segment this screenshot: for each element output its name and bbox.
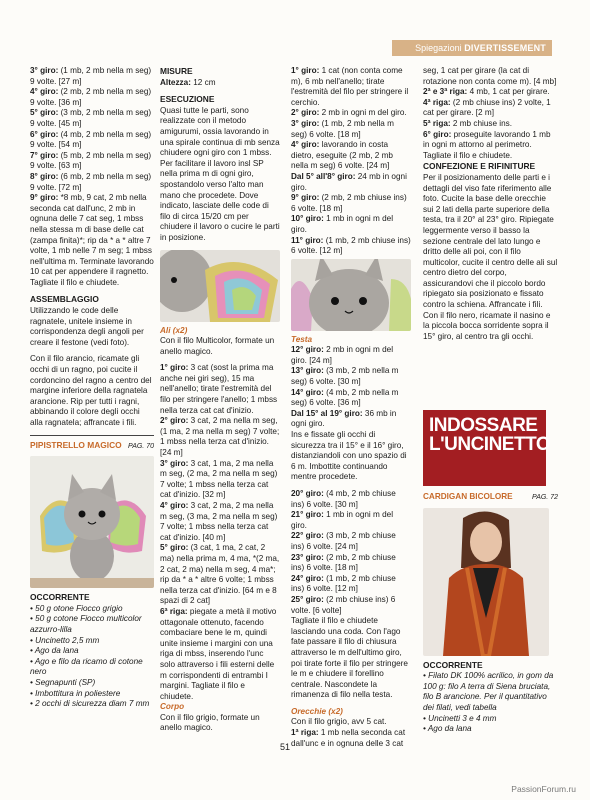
instruction-row <box>30 87 154 108</box>
row-text: (6 mb, 2 mb nella m seg) 9 volte. [72 m] <box>30 171 152 192</box>
row-text: *8 mb, 9 cat, 2 mb nella seconda cat dall'unc, 2 mb in ognuna delle 7 cat seg, 1 mbss nella stessa m di base delle cat (zampa finita)*; rip da * a * altre 7 volte, 1 mb nelle 7 m seg; 1 mbss nell'ultima m. Terminate lavorando 10 cat per appendere il ragnetto. <box>30 193 154 277</box>
row-label: 6ª riga: <box>160 606 188 616</box>
instruction-row <box>291 236 411 257</box>
row-label: 2° giro: <box>291 108 320 118</box>
needs-item: • Uncinetto 2,5 mm <box>30 635 100 645</box>
row-label: 5° giro: <box>30 108 59 118</box>
row-label: 1° giro: <box>291 66 320 75</box>
row-label: 11° giro: <box>291 235 324 245</box>
row-label: 21° giro: <box>291 510 324 520</box>
row-label: 2ª e 3ª riga: <box>423 87 468 97</box>
watermark: PassionForum.ru <box>511 784 576 794</box>
orecchie-title: Orecchie (x2) <box>291 706 343 716</box>
row-label: Dal 5° all'8° giro: <box>291 171 356 181</box>
bat-photo <box>30 456 154 588</box>
corpo-intro: Con il filo grigio, formate un anello magico. <box>160 712 260 733</box>
row-text: piegate a metà il motivo ottagonale ottenuto, facendo combaciare bene le m, quindi unite insieme i margini con una riga di mbss, inserendo l'unc solo attraverso i fili esterni delle m corrispondenti di entrambi I margini. Tagliate il filo e chiudete. <box>160 606 277 701</box>
row-label: 4° giro: <box>160 501 189 510</box>
instruction-row <box>291 172 411 193</box>
row-text: (4 mb, 2 mb nella m seg) 9 volte. [54 m] <box>30 129 152 150</box>
assembly-text: Utilizzando le code delle ragnatele, unitele insieme in corrispondenza degli angoli per creare il festone (vedi foto). <box>30 306 144 347</box>
row-text: (2 mb chiuse ins) 6 volte. [6 volte] <box>291 594 396 615</box>
instruction-row <box>291 366 411 387</box>
instruction-row <box>30 108 154 129</box>
row-text: 3 cat (sost la prima ma anche nei giri seg), 15 ma nell'anello; tirate l'estremità del filo per stringere l'anello; 1 mbss nella terza cat cat d'inizio. <box>160 363 278 415</box>
row-label: 6° giro: <box>423 129 452 139</box>
orecchie-row-text: 1 mb nella seconda cat dall'unc e in ognuna delle 3 cat <box>291 728 406 748</box>
row-text: (4 mb, 2 mb chiuse ins) 6 volte. [30 m] <box>291 489 396 509</box>
confezione-text: Per il posizionamento delle parti e i dettagli del viso fate riferimento alle foto. Cucite la base delle orecchie sui 2 lati della parte superiore della testa, tra il 20° al 23° giro. Ripiegate leggermente verso il basso la sezione centrale del lato lungo e dritto delle ali poi, con il filo multicolor, cucite il centro delle ali sul centro dietro del corpo, assicurandovi che il piccolo bordo ripiegato sia posizionato e fissato contro la schiena. Affrancate i fili. Con il filo nero, ricamate il nasino e la piccola bocca sorridente sopra il 15° giro, al centro tra gli occhi. <box>423 172 558 341</box>
confezione-title: CONFEZIONE E RIFINITURE <box>423 161 536 172</box>
row-label: 10° giro: <box>291 214 324 224</box>
row-label: 5ª riga: <box>423 118 451 128</box>
row-text: 4 mb, 1 cat per girare. <box>469 87 550 97</box>
section-header <box>392 40 552 56</box>
instruction-row <box>30 151 154 172</box>
instruction-row <box>291 119 411 140</box>
head-photo <box>291 259 411 331</box>
row-label: 24° giro: <box>291 573 324 583</box>
page-number: 51 <box>280 742 291 752</box>
instruction-row <box>291 388 411 409</box>
instruction-row <box>291 510 411 531</box>
eyes-note: Ins e fissate gli occhi di sicurezza tra il 15° e il 16° giro, distanziandoli con uno spazio di 6 m. Imbottite continuando mentre procedete. <box>291 430 407 482</box>
esecuzione-title: ESECUZIONE <box>160 94 215 105</box>
row-text: 1 mb in ogni m del giro. <box>291 214 394 234</box>
row-text: (1 mb, 2 mb nella m seg) 9 volte. [27 m] <box>30 66 152 86</box>
row-text: 3 cat, 1 ma, 2 ma nella m seg, (2 ma, 2 ma nella m seg) 7 volte; 1 mbss nella terza cat cat d'inizio. [32 m] <box>160 458 278 500</box>
row-text: lavorando in costa dietro, eseguite (2 mb, 2 mb nella m seg) 6 volte. [24 m] <box>291 140 393 171</box>
row-text: (3 mb, 2 mb nella m seg) 6 volte. [30 m] <box>291 366 399 387</box>
row-label: 4ª riga: <box>423 97 451 107</box>
row-label: 4° giro: <box>30 87 59 97</box>
row-label: 3° giro: <box>291 118 320 128</box>
instruction-row <box>423 98 558 119</box>
cardigan-photo <box>423 508 549 656</box>
assembly-text-2: Con il filo arancio, ricamate gli occhi di un ragno, poi cucite il cordoncino del ragno a centro del margine inferiore della ragnatela arancione. Rip per tutti i ragni, abbinando il colore degli occhi alla ragnatela; affrancate i fili. <box>30 354 152 427</box>
banner-line-2: L'UNCINETTO <box>429 434 551 455</box>
wing-photo <box>160 250 280 322</box>
section-title: DIVERTISSEMENT <box>464 43 546 53</box>
row-label: 13° giro: <box>291 366 324 376</box>
row-text: (1 mb, 2 mb chiuse ins) 6 volte. [12 m] <box>291 235 411 256</box>
instruction-row <box>291 531 411 552</box>
project-page: PAG. 70 <box>128 442 154 450</box>
instruction-row <box>30 193 154 278</box>
row-label: 8° giro: <box>30 171 59 181</box>
row-text: 1 cat (non conta come m), 6 mb nell'anello; tirate l'estremità del filo per stringere il cerchio. <box>291 66 409 107</box>
row-text: (2 mb, 2 mb chiuse ins) 6 volte. [18 m] <box>291 552 396 573</box>
row-label: 3° giro: <box>30 66 59 75</box>
instruction-row <box>291 553 411 574</box>
ali-intro: Con il filo Multicolor, formate un anello magico. <box>160 336 275 356</box>
orecchie-intro: Con il filo grigio, avv 5 cat. <box>291 717 387 727</box>
row-label: Dal 15° al 19° giro: <box>291 408 363 418</box>
needs-item: • Uncinetti 3 e 4 mm <box>423 713 497 723</box>
needs-item: • 2 occhi di sicurezza diam 7 mm <box>30 699 150 709</box>
row-text: (2 mb, 2 mb nella m seg) 9 volte. [36 m] <box>30 87 152 107</box>
instruction-row <box>423 87 558 98</box>
instruction-row <box>30 66 154 87</box>
row-label: 6° giro: <box>30 129 59 139</box>
row-label: 25° giro: <box>291 594 324 604</box>
needs-list <box>30 604 154 710</box>
section-label: Spiegazioni <box>415 43 462 53</box>
instruction-row <box>160 501 280 543</box>
cardigan-needs-list <box>423 671 558 735</box>
row-text: 2 mb in ogni m del giro. [24 m] <box>291 345 394 365</box>
misure-value: 12 cm <box>193 77 216 87</box>
needs-item: • Ago da lana <box>30 646 79 656</box>
needs-item: • Imbottitura in poliestere <box>30 688 121 698</box>
instruction-row <box>291 140 411 172</box>
row-text: (2 mb chiuse ins) 2 volte, 1 cat per girare. [2 m] <box>423 97 551 118</box>
row-label: 1° giro: <box>160 363 189 373</box>
needs-item: • Filato DK 100% acrilico, in gom da 100 g: filo A terra di Siena bruciata, filo B arancione. Per il quantitativo dei filati, vedi tabella <box>423 671 554 712</box>
instruction-row <box>291 345 411 366</box>
cardigan-block <box>423 492 558 735</box>
instruction-row <box>160 607 280 702</box>
row-label: 9° giro: <box>30 193 59 203</box>
misure-title: MISURE <box>160 66 193 76</box>
assembly-title: ASSEMBLAGGIO <box>30 294 99 305</box>
row-text: 3 cat, 2 ma nella m seg, (1 ma, 2 ma nella m seg) 7 volte; 1 mbss nella terza cat d'inizio. [24 m] <box>160 416 280 458</box>
needs-item: • Segnapunti (SP) <box>30 677 96 687</box>
cardigan-title: CARDIGAN BICOLORE <box>423 492 513 501</box>
row-label: 3° giro: <box>160 458 189 468</box>
column-3 <box>291 66 411 755</box>
row-label: 9° giro: <box>291 193 320 203</box>
needs-item: • 50 g otone Fiocco grigio <box>30 603 123 613</box>
instruction-row <box>160 543 280 607</box>
instruction-row <box>30 172 154 193</box>
cardigan-page: PAG. 72 <box>532 494 558 501</box>
section-banner <box>423 410 551 486</box>
row-label: 20° giro: <box>291 489 324 498</box>
cardigan-needs-title: OCCORRENTE <box>423 659 483 670</box>
row-text: (3 cat, 1 ma, 2 cat, 2 ma) nella prima m, 4 ma, *(2 ma, 2 cat, 2 ma) nella m seg, 4 ma*; rip da * a * altre 6 volte; 1 mbss nella terza cat d'inizio. [64 m e 8 spazi di 2 cat] <box>160 543 280 606</box>
row-label: 12° giro: <box>291 345 324 355</box>
ali-title: Ali (x2) <box>160 325 188 335</box>
instruction-row <box>423 130 558 162</box>
project-title: PIPISTRELLO MAGICO <box>30 439 122 450</box>
corpo-title: Corpo <box>160 702 185 712</box>
instruction-row <box>291 193 411 214</box>
cont-text: seg, 1 cat per girare (la cat di rotazione non conta come m). [4 mb] <box>423 66 557 86</box>
instruction-row <box>291 66 411 108</box>
instruction-row <box>423 119 558 130</box>
instruction-row <box>30 130 154 151</box>
row-text: (2 mb, 2 mb chiuse ins) 6 volte. [18 m] <box>291 193 407 213</box>
instruction-row <box>291 489 411 510</box>
testa-title: Testa <box>291 334 313 344</box>
row-label: 5° giro: <box>160 543 189 553</box>
row-text: (4 mb, 2 mb nella m seg) 6 volte. [36 m] <box>291 387 399 408</box>
row-text: 2 mb in ogni m del giro. <box>321 108 407 118</box>
row-text: 36 mb in ogni giro. <box>291 408 397 429</box>
needs-title: OCCORRENTE <box>30 592 90 603</box>
row-label: 22° giro: <box>291 531 324 541</box>
row-text: (1 mb, 2 mb nella m seg) 6 volte. [18 m] <box>291 118 394 139</box>
column-4 <box>423 66 558 348</box>
instruction-row <box>160 416 280 458</box>
instruction-row <box>291 574 411 595</box>
closing-text: Tagliate il filo e chiudete lasciando una coda. Con l'ago fate passare il filo di chiusura attraverso le m dell'ultimo giro, poi tirate forte il filo per stringere le m e chiudere il forellino centrale. Nascondete la rimanenza di filo nella testa. <box>291 616 408 700</box>
instruction-row <box>291 214 411 235</box>
needs-item: • 50 g cotone Fiocco multicolor azzurro-lilla <box>30 614 142 634</box>
row-label: 7° giro: <box>30 150 59 160</box>
instruction-row <box>291 409 411 430</box>
row-label: 14° giro: <box>291 387 324 397</box>
esecuzione-text: Quasi tutte le parti, sono realizzate con il metodo amigurumi, ossia lavorando in una spirale continua di mb senza chiudere ogni giro con 1 mbss. Per facilitare il lavoro insl SP nella prima m di ogni giro, spostandolo verso l'alto man mano che procedete. Dove indicato, lasciate delle code di filo di circa 15/20 cm per chiudere il lavoro o cucire le parti in posizione. <box>160 105 280 242</box>
row-label: 2° giro: <box>160 416 189 426</box>
row-text: 24 mb in ogni giro. <box>291 171 407 192</box>
row-text: 1 mb in ogni m del giro. <box>291 510 394 530</box>
row-text: (5 mb, 2 mb nella m seg) 9 volte. [63 m] <box>30 150 152 171</box>
instruction-row <box>160 459 280 501</box>
instruction-row <box>291 108 411 119</box>
column-2 <box>160 66 280 740</box>
row-text: 3 cat, 2 ma, 2 ma nella m seg, (3 ma, 2 ma nella m seg) 7 volte; 1 mbss nella terza cat cat d'inizio. [40 m] <box>160 501 278 542</box>
banner-line-1: INDOSSARE <box>429 415 538 436</box>
row-text: 2 mb chiuse ins. <box>452 118 513 128</box>
needs-item: • Ago da lana <box>423 724 472 734</box>
row-label: 4° giro: <box>291 140 320 150</box>
row-text: proseguite lavorando 1 mb in ogni m attorno al perimetro. Tagliate il filo e chiudete. <box>423 129 551 160</box>
column-1 <box>30 66 154 710</box>
misure-label: Altezza: <box>160 77 191 87</box>
end-note: Tagliate il filo e chiudete. <box>30 277 120 287</box>
row-text: (1 mb, 2 mb chiuse ins) 6 volte. [12 m] <box>291 573 396 594</box>
instruction-row <box>160 363 280 416</box>
orecchie-row-label: 1ª riga: <box>291 728 319 738</box>
row-text: (3 mb, 2 mb nella m seg) 9 volte. [45 m] <box>30 108 152 128</box>
row-label: 23° giro: <box>291 552 324 562</box>
needs-item: • Ago e filo da ricamo di cotone nero <box>30 656 143 677</box>
row-text: (3 mb, 2 mb chiuse ins) 6 volte. [24 m] <box>291 531 396 551</box>
instruction-row <box>291 595 411 616</box>
